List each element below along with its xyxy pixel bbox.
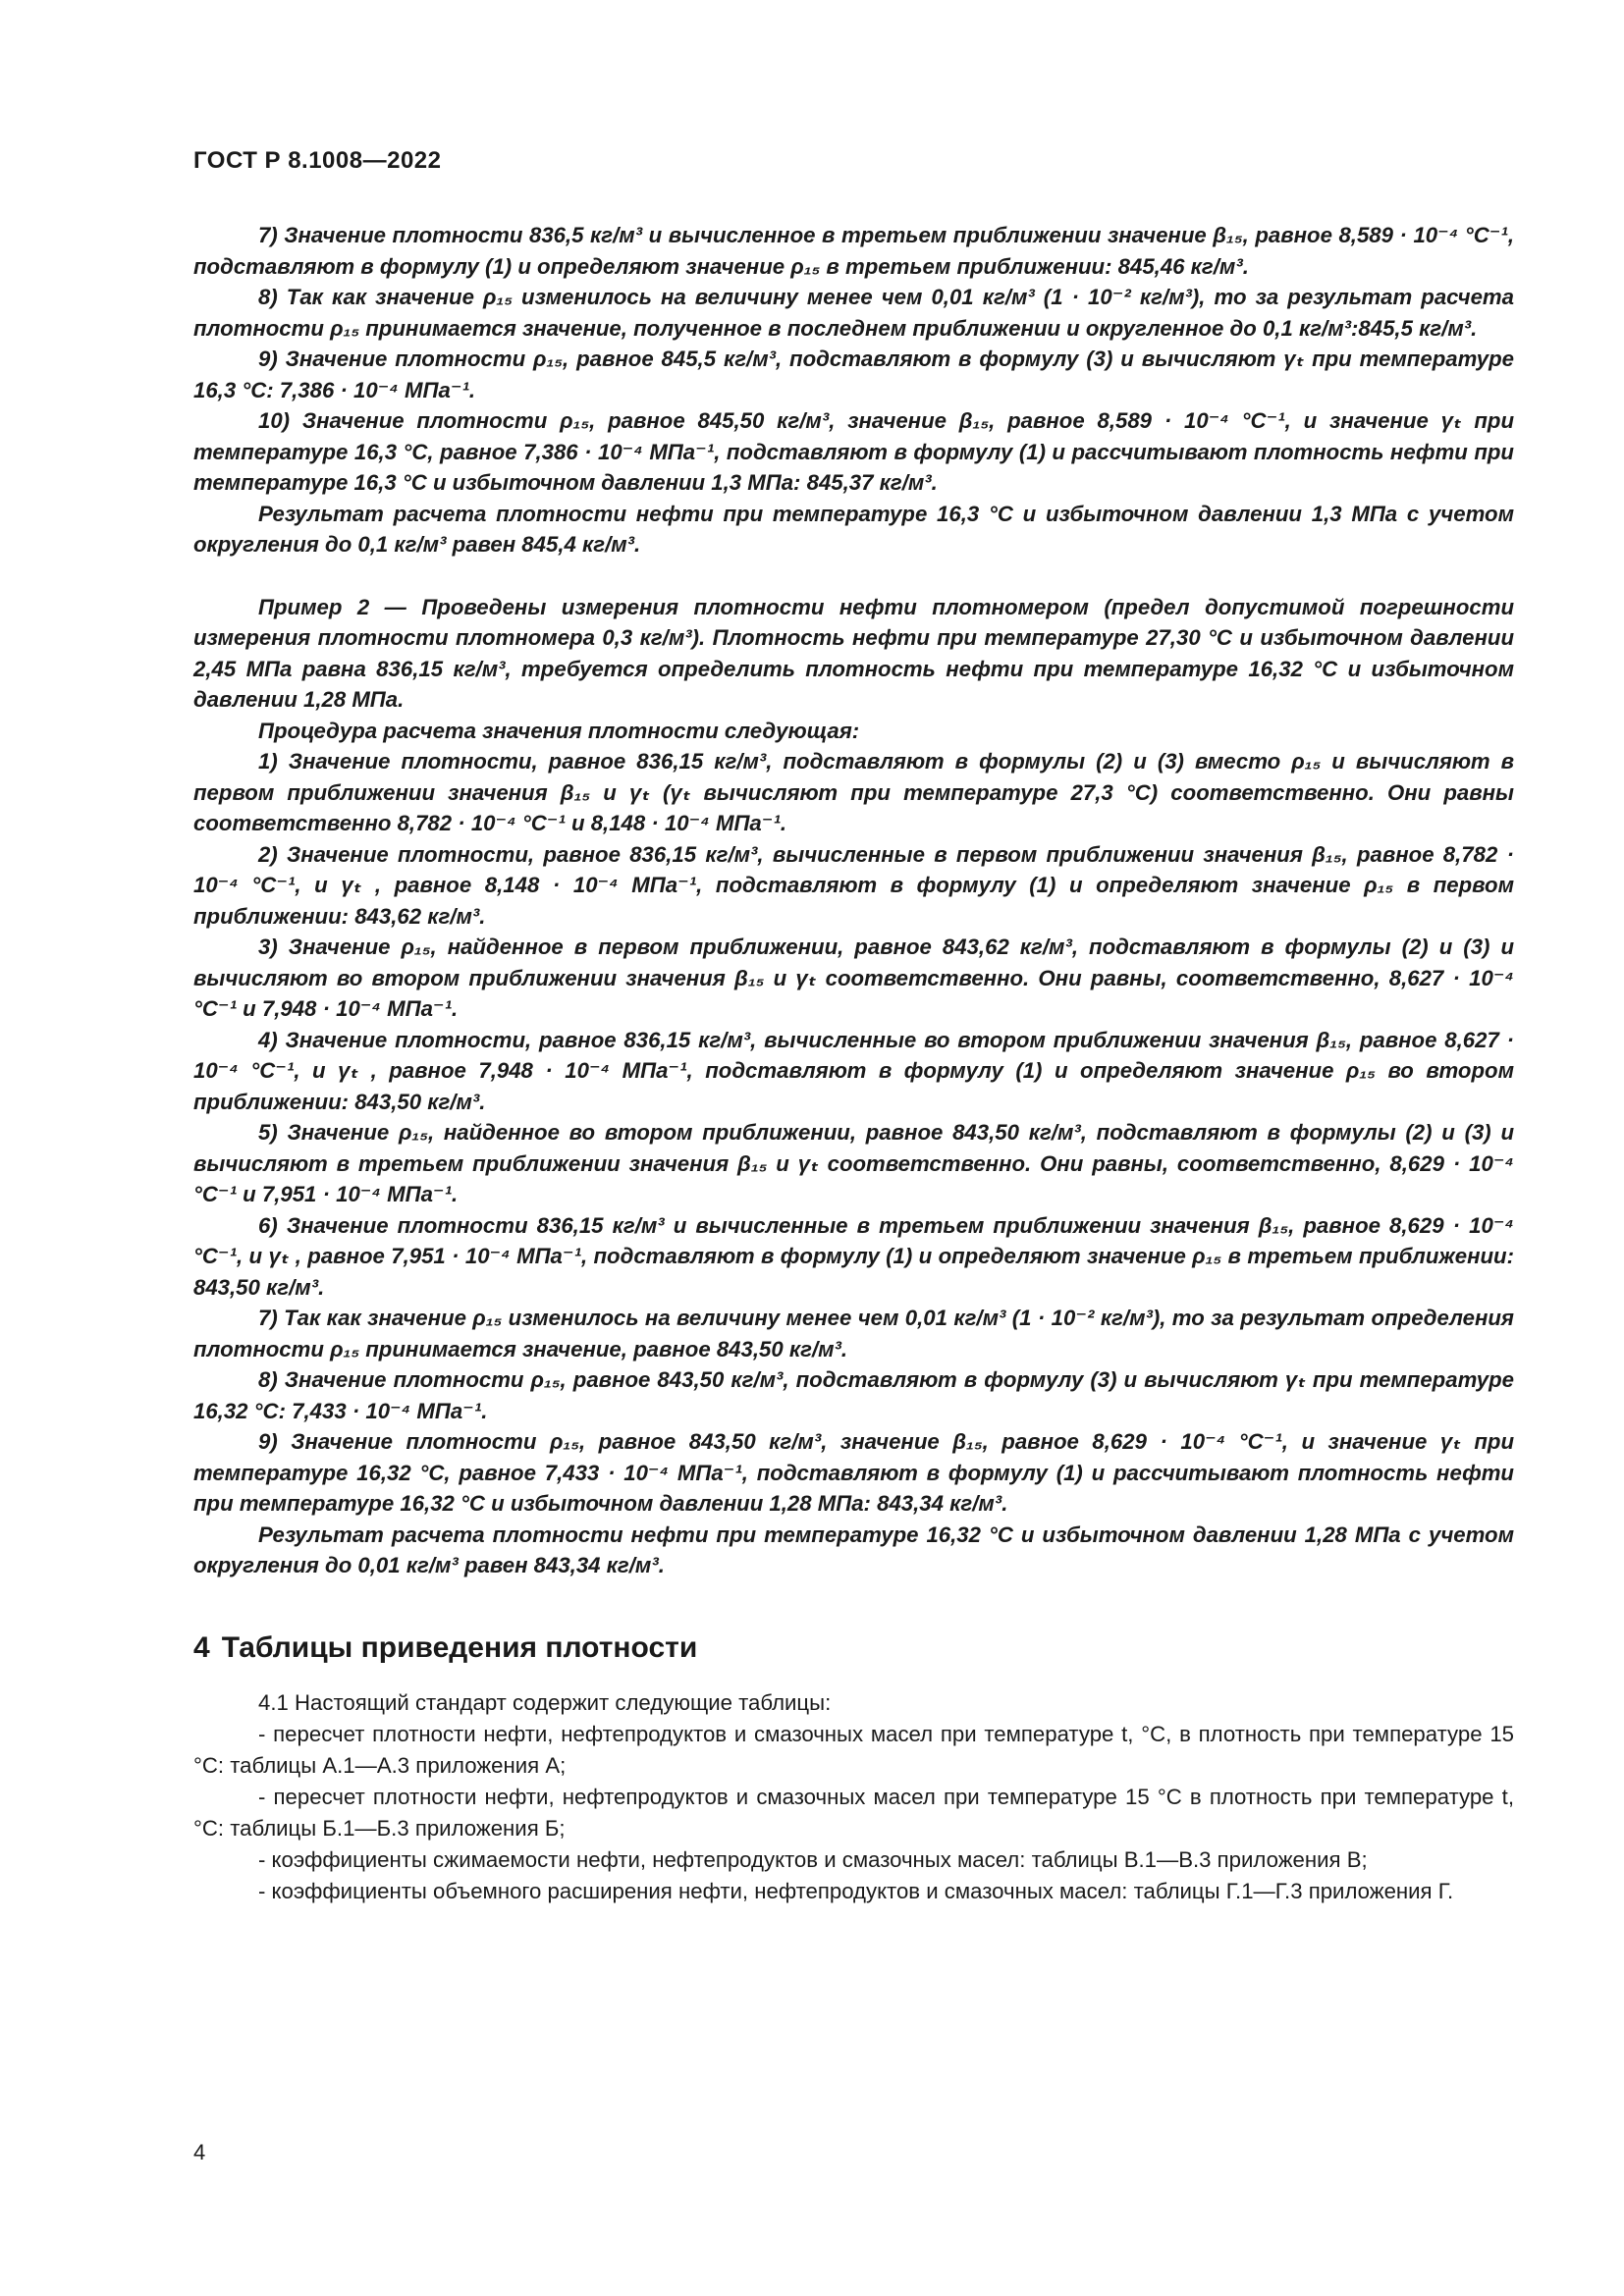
ex1-step-9: 9) Значение плотности ρ₁₅, равное 845,5 кг/м³, подставляют в формулу (3) и вычисляют γₜ при температуре 16,3 °С: 7,386 · 10⁻⁴ МПа⁻¹. — [193, 347, 1514, 402]
list-item-table-a: - пересчет плотности нефти, нефтепродуктов и смазочных масел при температуре t, °С, в плотность при температуре 15 °С: таблицы А.1—А.3 приложения А; — [193, 1721, 1514, 1778]
list-item-table-v: - коэффициенты сжимаемости нефти, нефтепродуктов и смазочных масел: таблицы В.1—В.3 приложения В; — [258, 1846, 1368, 1872]
ex2-step-9: 9) Значение плотности ρ₁₅, равное 843,50 кг/м³, значение β₁₅, равное 8,629 · 10⁻⁴ °С⁻¹, и значение γₜ при температуре 16,32 °С, равное 7,433 · 10⁻⁴ МПа⁻¹, подставляют в формулу (1) и рассчитывают плотность нефти при температуре 16,32 °С и избыточном давлении 1,28 МПа: 843,34 кг/м³. — [193, 1429, 1514, 1516]
ex1-step-8: 8) Так как значение ρ₁₅ изменилось на величину менее чем 0,01 кг/м³ (1 · 10⁻² кг/м³), то за результат расчета плотности ρ₁₅ принимается значение, полученное в последнем приближении и округленное до 0,1 кг/м³:845,5 кг/м³. — [193, 285, 1514, 341]
ex1-step-7: 7) Значение плотности 836,5 кг/м³ и вычисленное в третьем приближении значение β₁₅, равное 8,589 · 10⁻⁴ °С⁻¹, подставляют в формулу (1) и определяют значение ρ₁₅ в третьем приближении: 845,46 кг/м³. — [193, 223, 1514, 279]
ex2-step-4: 4) Значение плотности, равное 836,15 кг/м³, вычисленные во втором приближении значения β₁₅, равное 8,627 · 10⁻⁴ °С⁻¹, и γₜ , равное 7,948 · 10⁻⁴ МПа⁻¹, подставляют в формулу (1) и определяют значение ρ₁₅ во втором приближении: 843,50 кг/м³. — [193, 1027, 1514, 1114]
section-heading — [193, 1630, 1514, 1666]
section-title: Таблицы приведения плотности — [221, 1630, 698, 1664]
para-4-1: 4.1 Настоящий стандарт содержит следующие таблицы: — [258, 1689, 832, 1715]
ex2-step-8: 8) Значение плотности ρ₁₅, равное 843,50 кг/м³, подставляют в формулу (3) и вычисляют γₜ при температуре 16,32 °С: 7,433 · 10⁻⁴ МПа⁻¹. — [193, 1367, 1514, 1423]
section-4-content — [193, 1687, 1514, 1907]
page-number: 4 — [193, 2140, 206, 2164]
ex1-result: Результат расчета плотности нефти при температуре 16,3 °С и избыточном давлении 1,3 МПа с учетом округления до 0,1 кг/м³ равен 845,4 кг/м³. — [193, 501, 1514, 557]
ex2-step-2: 2) Значение плотности, равное 836,15 кг/м³, вычисленные в первом приближении значения β₁₅, равное 8,782 · 10⁻⁴ °С⁻¹, и γₜ , равное 8,148 · 10⁻⁴ МПа⁻¹, подставляют в формулу (1) и определяют значение ρ₁₅ в первом приближении: 843,62 кг/м³. — [193, 841, 1514, 929]
ex2-intro: Пример 2 — Проведены измерения плотности нефти плотномером (предел допустимой погрешности измерения плотности плотномера 0,3 кг/м³). Плотность нефти при температуре 27,30 °С и избыточном давлении 2,45 МПа равна 836,15 кг/м³, требуется определить плотность нефти при температуре 16,32 °С и избыточном давлении 1,28 МПа. — [193, 594, 1514, 712]
ex2-step-3: 3) Значение ρ₁₅, найденное в первом приближении, равное 843,62 кг/м³, подставляют в формулы (2) и (3) и вычисляют во втором приближении значения β₁₅ и γₜ соответственно. Они равны, соответственно, 8,627 · 10⁻⁴ °С⁻¹ и 7,948 · 10⁻⁴ МПа⁻¹. — [193, 934, 1514, 1021]
ex1-step-10: 10) Значение плотности ρ₁₅, равное 845,50 кг/м³, значение β₁₅, равное 8,589 · 10⁻⁴ °С⁻¹, и значение γₜ при температуре 16,3 °С, равное 7,386 · 10⁻⁴ МПа⁻¹, подставляют в формулу (1) и рассчитывают плотность нефти при температуре 16,3 °С и избыточном давлении 1,3 МПа: 845,37 кг/м³. — [193, 408, 1514, 495]
example-2 — [193, 592, 1514, 1581]
example-1-continuation — [193, 220, 1514, 561]
ex2-procedure: Процедура расчета значения плотности следующая: — [258, 718, 860, 743]
ex2-step-5: 5) Значение ρ₁₅, найденное во втором приближении, равное 843,50 кг/м³, подставляют в формулы (2) и (3) и вычисляют в третьем приближении значения β₁₅ и γₜ соответственно. Они равны, соответственно, 8,629 · 10⁻⁴ °С⁻¹ и 7,951 · 10⁻⁴ МПа⁻¹. — [193, 1120, 1514, 1206]
ex2-step-7: 7) Так как значение ρ₁₅ изменилось на величину менее чем 0,01 кг/м³ (1 · 10⁻² кг/м³), то за результат определения плотности ρ₁₅ принимается значение, равное 843,50 кг/м³. — [193, 1306, 1514, 1362]
list-item-table-g: - коэффициенты объемного расширения нефти, нефтепродуктов и смазочных масел: таблицы Г.1—Г.3 приложения Г. — [258, 1878, 1454, 1903]
ex2-result: Результат расчета плотности нефти при температуре 16,32 °С и избыточном давлении 1,28 МПа с учетом округления до 0,01 кг/м³ равен 843,34 кг/м³. — [193, 1522, 1514, 1577]
document-header: ГОСТ Р 8.1008—2022 — [193, 147, 442, 174]
list-item-table-b: - пересчет плотности нефти, нефтепродуктов и смазочных масел при температуре 15 °С в плотность при температуре t, °С: таблицы Б.1—Б.3 приложения Б; — [193, 1784, 1514, 1841]
section-number: 4 — [193, 1630, 210, 1664]
ex2-step-6: 6) Значение плотности 836,15 кг/м³ и вычисленные в третьем приближении значения β₁₅, равное 8,629 · 10⁻⁴ °С⁻¹, и γₜ , равное 7,951 · 10⁻⁴ МПа⁻¹, подставляют в формулу (1) и определяют значение ρ₁₅ в третьем приближении: 843,50 кг/м³. — [193, 1212, 1514, 1300]
ex2-step-1: 1) Значение плотности, равное 836,15 кг/м³, подставляют в формулы (2) и (3) вместо ρ₁₅ и вычисляют в первом приближении значения β₁₅ и γₜ (γₜ вычисляют при температуре 27,3 °С) соответственно. Они равны соответственно 8,782 · 10⁻⁴ °С⁻¹ и 8,148 · 10⁻⁴ МПа⁻¹. — [193, 749, 1514, 835]
document-body — [193, 220, 1514, 1907]
